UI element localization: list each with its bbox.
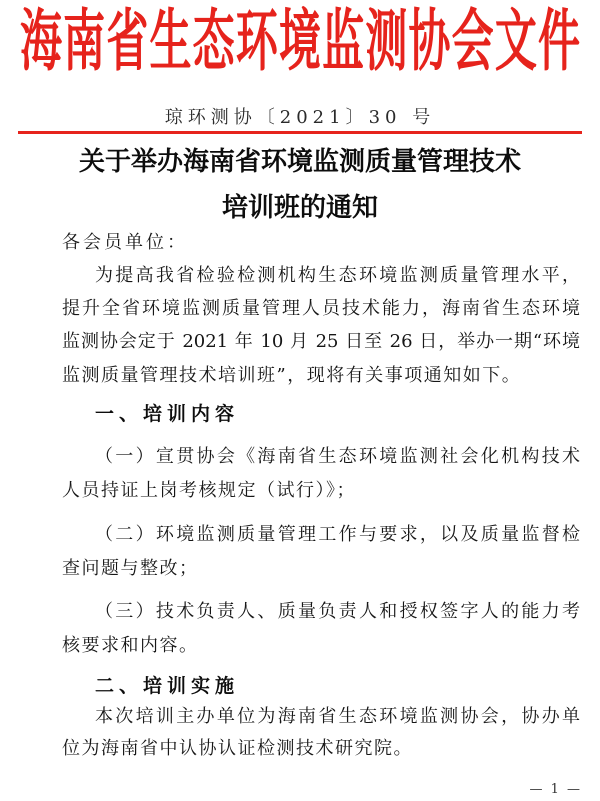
intro-line: 提升全省环境监测质量管理人员技术能力，海南省生态环境	[62, 298, 580, 319]
document-number: 琼环测协〔2021〕30 号	[164, 107, 436, 128]
implementation-line: 位为海南省中认协认证检测技术研究院。	[62, 738, 413, 759]
page-number: — 1 —	[529, 782, 582, 797]
intro-line: 监测质量管理技术培训班”，现将有关事项通知如下。	[62, 365, 522, 386]
salutation: 各会员单位：	[62, 232, 188, 253]
document-header-title: 海南省生态环境监测协会文件	[20, 1, 580, 81]
section-heading-training-content: 一、培训内容	[95, 403, 240, 425]
content-item-line: 查问题与整改；	[62, 558, 199, 579]
content-item-line: （二）环境监测质量管理工作与要求，以及质量监督检	[95, 524, 580, 545]
header-red-rule	[18, 131, 582, 134]
notice-title-line-1: 关于举办海南省环境监测质量管理技术	[78, 147, 521, 177]
content-item-line: （一）宣贯协会《海南省生态环境监测社会化机构技术	[95, 446, 580, 467]
content-item-line: 人员持证上岗考核规定（试行）》；	[62, 480, 356, 501]
content-item-line: （三）技术负责人、质量负责人和授权签字人的能力考	[95, 601, 580, 622]
section-heading-training-implementation: 二、培训实施	[95, 675, 240, 697]
implementation-line: 本次培训主办单位为海南省生态环境监测协会，协办单	[95, 706, 580, 727]
notice-title-line-2: 培训班的通知	[221, 193, 378, 223]
content-item-line: 核要求和内容。	[62, 635, 199, 656]
intro-line: 为提高我省检验检测机构生态环境监测质量管理水平，	[95, 265, 580, 286]
intro-line: 监测协会定于 2021 年 10 月 25 日至 26 日，举办一期“环境	[62, 331, 580, 352]
